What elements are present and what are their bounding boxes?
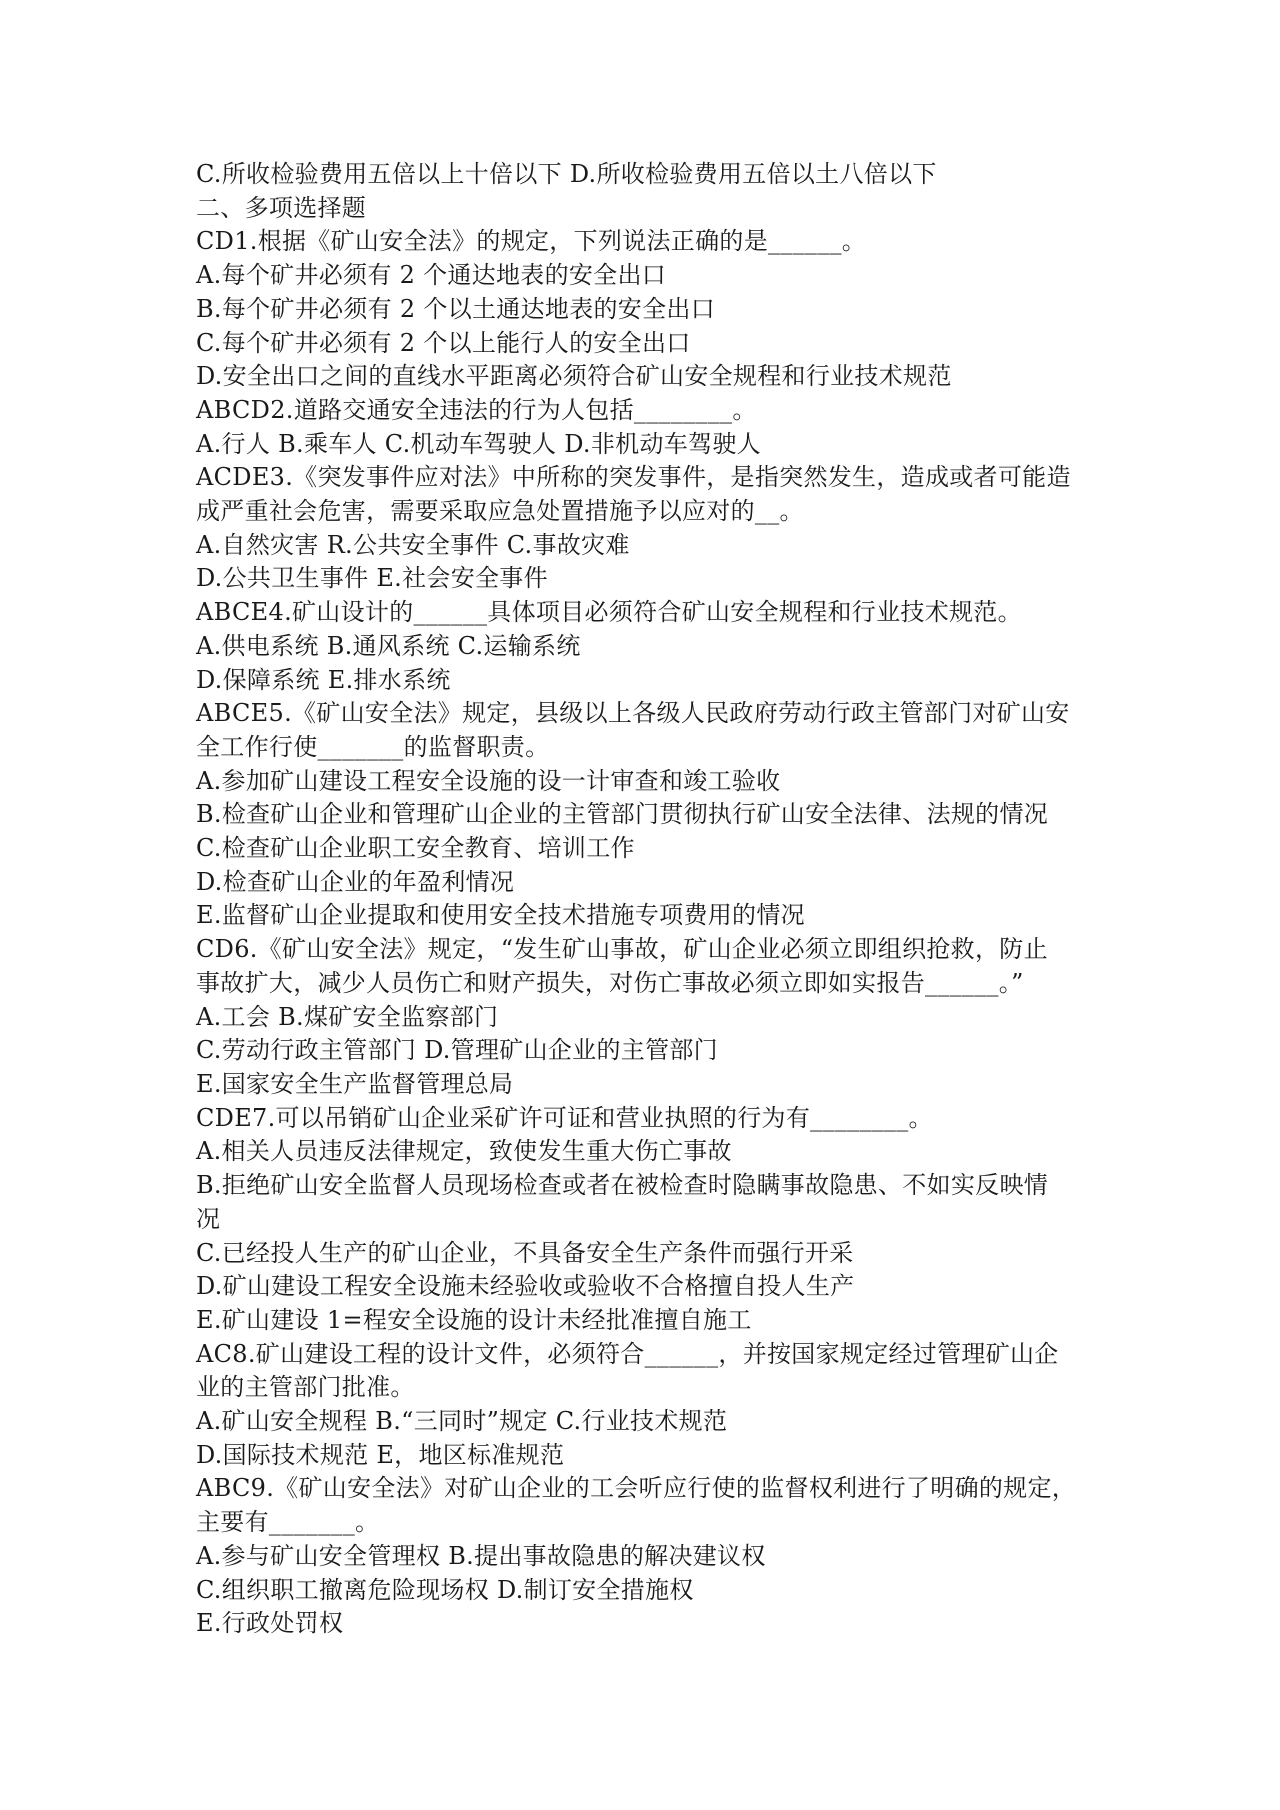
text-line: D.国际技术规范 E，地区标准规范 [196,1440,565,1469]
text-line: 业的主管部门批准。 [196,1373,415,1402]
text-line: A.自然灾害 R.公共安全事件 C.事故灾难 [196,530,630,559]
text-line: A.每个矿井必须有 2 个通达地表的安全出口 [196,261,667,290]
text-line: ABCE5.《矿山安全法》规定，县级以上各级人民政府劳动行政主管部门对矿山安 [196,699,1070,728]
text-line: A.相关人员违反法律规定，致使发生重大伤亡事故 [196,1137,732,1166]
text-line: 况 [196,1204,221,1233]
text-line: E.矿山建设 1=程安全设施的设计未经批准擅自施工 [196,1305,752,1334]
text-line: ABCD2.道路交通安全违法的行为人包括________。 [196,395,757,424]
text-line: AC8.矿山建设工程的设计文件，必须符合______，并按国家规定经过管理矿山企 [196,1339,1059,1368]
text-line: D.检查矿山企业的年盈利情况 [196,867,515,896]
text-line: C.劳动行政主管部门 D.管理矿山企业的主管部门 [196,1036,718,1065]
text-line: CD1.根据《矿山安全法》的规定，下列说法正确的是______。 [196,227,867,256]
text-line: CDE7.可以吊销矿山企业采矿许可证和营业执照的行为有________。 [196,1103,933,1132]
text-line: C.每个矿井必须有 2 个以上能行人的安全出口 [196,328,691,357]
text-line: C.所收检验费用五倍以上十倍以下 D.所收检验费用五倍以土八倍以下 [196,160,937,188]
text-line: A.行人 B.乘车人 C.机动车驾驶人 D.非机动车驾驶人 [196,429,761,458]
text-line: 主要有_______。 [196,1508,380,1537]
text-line: B.拒绝矿山安全监督人员现场检查或者在被检查时隐瞒事故隐患、不如实反映情 [196,1171,1049,1200]
text-line: D.公共卫生事件 E.社会安全事件 [196,564,548,593]
text-line: CD6.《矿山安全法》规定，“发生矿山事故，矿山企业必须立即组织抢救，防止 [196,935,1048,964]
text-line: E.国家安全生产监督管理总局 [196,1069,514,1098]
text-line: 事故扩大，减少人员伤亡和财产损失，对伤亡事故必须立即如实报告______。” [196,968,1024,997]
text-line: C.已经投人生产的矿山企业，不具备安全生产条件而强行开采 [196,1238,854,1267]
text-line: A.参加矿山建设工程安全设施的设一计审查和竣工验收 [196,766,781,795]
text-line: ABC9.《矿山安全法》对矿山企业的工会听应行使的监督权利进行了明确的规定， [196,1474,1077,1503]
text-line: E.行政处罚权 [196,1609,344,1638]
text-line: A.供电系统 B.通风系统 C.运输系统 [196,631,581,660]
text-line: A.矿山安全规程 B.“三同时”规定 C.行业技术规范 [196,1407,728,1436]
text-line: 二、多项选择题 [196,193,367,222]
text-line: ABCE4.矿山设计的______具体项目必须符合矿山安全规程和行业技术规范。 [196,598,1022,627]
text-line: D.安全出口之间的直线水平距离必须符合矿山安全规程和行业技术规范 [196,362,952,391]
text-line: D.保障系统 E.排水系统 [196,665,451,694]
text-line: A.参与矿山安全管理权 B.提出事故隐患的解决建议权 [196,1541,766,1570]
text-line: E.监督矿山企业提取和使用安全技术措施专项费用的情况 [196,901,805,930]
text-line: 全工作行使_______的监督职责。 [196,732,550,761]
text-line: C.检查矿山企业职工安全教育、培训工作 [196,834,635,863]
text-line: B.检查矿山企业和管理矿山企业的主管部门贯彻执行矿山安全法律、法规的情况 [196,800,1049,829]
text-line: A.工会 B.煤矿安全监察部门 [196,1002,499,1031]
text-line: 成严重社会危害，需要采取应急处置措施予以应对的__。 [196,497,804,526]
text-line: C.组织职工撤离危险现场权 D.制订安全措施权 [196,1575,694,1604]
text-line: ACDE3.《突发事件应对法》中所称的突发事件，是指突然发生，造成或者可能造 [196,463,1071,492]
document-body [196,158,1096,1641]
text-line: B.每个矿井必须有 2 个以土通达地表的安全出口 [196,294,715,323]
text-line: D.矿山建设工程安全设施未经验收或验收不合格擅自投人生产 [196,1272,855,1301]
